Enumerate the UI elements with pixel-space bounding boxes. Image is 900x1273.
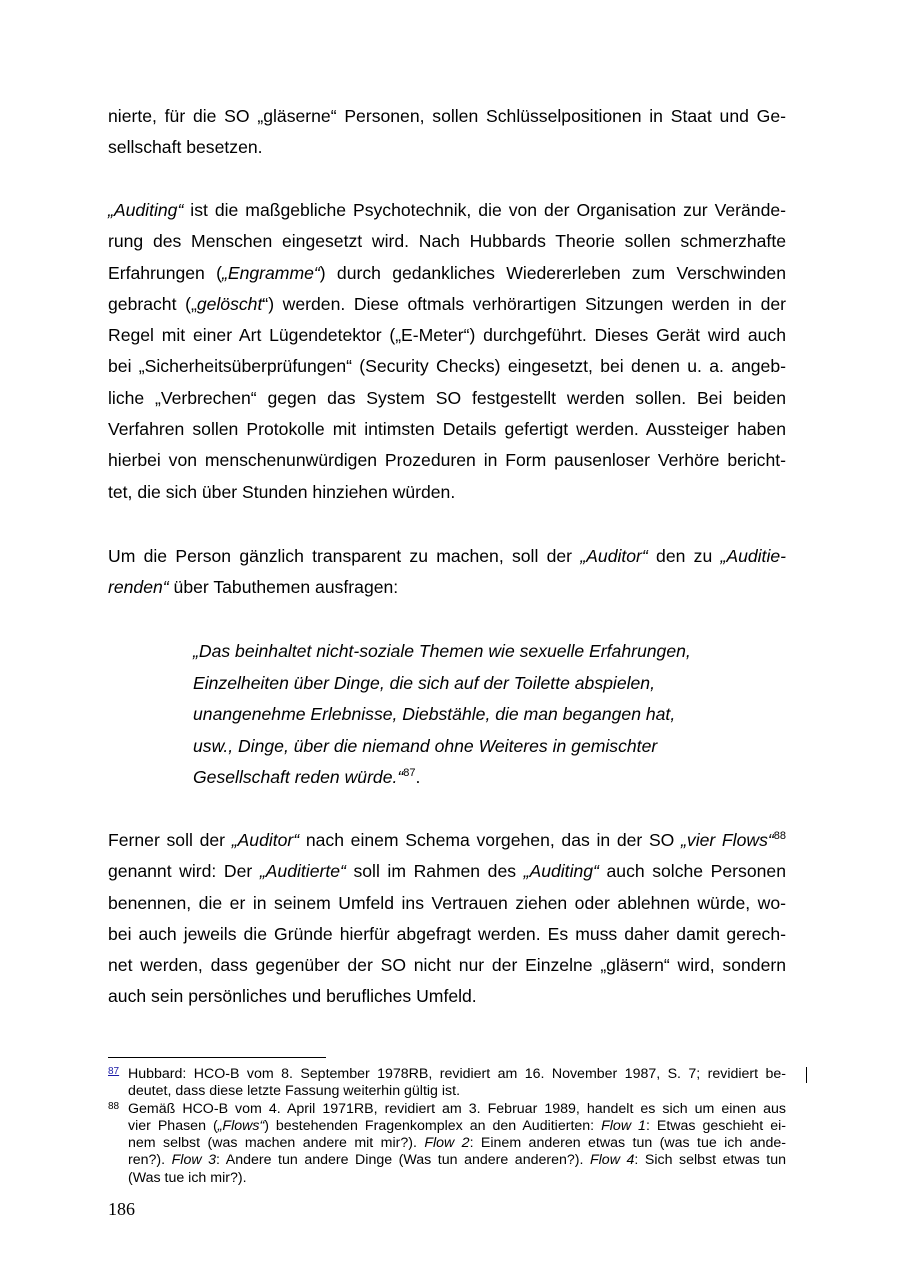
quote-line: unangenehme Erlebnisse, Diebstähle, die man begangen hat, xyxy=(193,704,676,724)
italic-term: Flow 2 xyxy=(424,1135,470,1152)
paragraph-auditing xyxy=(108,195,786,508)
footnote-line: Hubbard: HCO-B vom 8. September 1978RB, revidiert am 16. November 1987, S. 7; revidiert be- xyxy=(128,1066,786,1082)
quote-line: „Das beinhaltet nicht-soziale Themen wie sexuelle Erfahrungen, xyxy=(193,641,691,661)
text-span: nach einem Schema vorgehen, das in der SO xyxy=(299,830,682,850)
text-line: benennen, die er in seinem Umfeld ins Vertrauen ziehen oder ablehnen würde, wo- xyxy=(108,892,786,913)
italic-term: renden“ xyxy=(108,577,169,598)
text-span: : Einem anderen etwas tun (was tue ich ande- xyxy=(469,1135,786,1152)
text-span: ) bestehenden Fragenkomplex an den Auditierten: xyxy=(264,1117,602,1134)
paragraph-1 xyxy=(108,101,786,164)
text-span: soll im Rahmen des xyxy=(345,861,524,882)
text-span: ) durch gedankliches Wiedererleben zum Verschwinden xyxy=(319,262,786,283)
text-line: auch sein persönliches und berufliches Umfeld. xyxy=(108,986,477,1007)
text-span: nem selbst (was machen andere mit mir?). xyxy=(128,1135,425,1152)
italic-term: „Auditing“ xyxy=(523,861,599,882)
quote-line: Einzelheiten über Dinge, die sich auf der Toilette abspielen, xyxy=(193,672,655,693)
page-number: 186 xyxy=(108,1199,135,1219)
text-span: “) werden. Diese oftmals verhörartigen Sitzungen werden in der xyxy=(262,293,786,314)
text-line xyxy=(108,572,786,603)
text-span: : Sich selbst etwas tun xyxy=(634,1152,786,1169)
text-span: genannt wird: Der xyxy=(108,861,260,882)
footnote-reference-88[interactable]: 88 xyxy=(773,830,786,842)
text-span: Um die Person gänzlich transparent zu machen, soll der xyxy=(108,546,581,566)
footnote-line xyxy=(128,1135,786,1152)
text-line xyxy=(108,541,786,572)
text-line: hierbei von menschenunwürdigen Prozeduren in Form pausenloser Verhöre bericht- xyxy=(108,450,786,471)
footnote-reference-87[interactable]: 87 xyxy=(403,767,416,779)
text-span: auch solche Personen xyxy=(598,861,786,882)
italic-term: „Flows“ xyxy=(217,1117,265,1134)
paragraph-transparency xyxy=(108,541,786,604)
text-span: gebracht („ xyxy=(108,293,197,314)
text-span: über Tabuthemen ausfragen: xyxy=(168,577,399,598)
italic-term: Flow 1 xyxy=(601,1117,646,1134)
quote-line xyxy=(193,762,753,794)
footnote-line: (Was tue ich mir?). xyxy=(128,1169,247,1186)
footnote-line xyxy=(128,1152,786,1169)
change-bar xyxy=(806,1067,807,1083)
footnote-line: Gemäß HCO-B vom 4. April 1971RB, revidiert am 3. Februar 1989, handelt es sich um einen aus xyxy=(128,1100,786,1117)
footnote-mark-88: 88 xyxy=(108,1100,120,1112)
text-line: sellschaft besetzen. xyxy=(108,137,263,158)
footnotes xyxy=(108,1066,786,1187)
text-span: ren?). xyxy=(128,1152,172,1169)
text-line: net werden, dass gegenüber der SO nicht nur der Einzelne „gläsern“ wird, sondern xyxy=(108,955,786,976)
italic-term: „Auditierte“ xyxy=(259,861,346,882)
italic-term: gelöscht xyxy=(196,293,263,314)
text-span: Erfahrungen ( xyxy=(108,262,222,283)
text-line xyxy=(108,856,786,887)
text-line xyxy=(108,289,786,320)
text-span: Ferner soll der xyxy=(108,830,232,850)
italic-term: „Auditie- xyxy=(720,546,786,566)
text-span: . xyxy=(415,767,421,787)
quote-line: usw., Dinge, über die niemand ohne Weiteres in gemischter xyxy=(193,735,658,756)
footnote-87 xyxy=(108,1066,786,1101)
text-line: liche „Verbrechen“ gegen das System SO festgestellt werden sollen. Bei beiden xyxy=(108,387,786,408)
paragraph-flows xyxy=(108,825,786,1013)
italic-term: Flow 4 xyxy=(589,1152,635,1169)
footnote-mark-87[interactable]: 87 xyxy=(108,1066,120,1077)
text-line: Verfahren sollen Protokolle mit intimsten Details gefertigt werden. Aussteiger haben xyxy=(108,419,786,440)
text-line: Regel mit einer Art Lügendetektor („E-Meter“) durchgeführt. Dieses Gerät wird auch xyxy=(108,325,786,346)
text-span: vier Phasen ( xyxy=(128,1117,218,1134)
text-span: : Etwas geschieht ei- xyxy=(645,1117,786,1134)
text-line: bei „Sicherheitsüberprüfungen“ (Security Checks) eingesetzt, bei denen u. a. angeb- xyxy=(108,356,786,377)
text-line: tet, die sich über Stunden hinziehen würden. xyxy=(108,481,456,502)
italic-term: „Engramme“ xyxy=(222,262,320,283)
italic-term: „Auditor“ xyxy=(580,546,648,566)
footnote-separator xyxy=(108,1057,326,1058)
text-span: : Andere tun andere Dinge (Was tun andere anderen?). xyxy=(216,1152,590,1169)
text-line: bei auch jeweils die Gründe hierfür abgefragt werden. Es muss daher damit gerech- xyxy=(108,923,786,944)
italic-term: „vier Flows“ xyxy=(681,830,774,850)
text-span: Gesellschaft reden würde.“ xyxy=(193,767,404,787)
italic-term: „Auditing“ xyxy=(108,200,184,220)
footnote-88 xyxy=(108,1101,786,1187)
text-line xyxy=(108,825,786,856)
text-line xyxy=(108,195,786,226)
text-span: ist die maßgebliche Psychotechnik, die von der Organisation zur Verände- xyxy=(183,200,786,220)
block-quote xyxy=(193,636,753,794)
text-line: rung des Menschen eingesetzt wird. Nach Hubbards Theorie sollen schmerzhafte xyxy=(108,231,786,252)
text-span: den zu xyxy=(647,546,721,566)
text-line: nierte, für die SO „gläserne“ Personen, sollen Schlüsselpositionen in Staat und Ge- xyxy=(108,106,786,126)
italic-term: Flow 3 xyxy=(171,1152,217,1169)
footnote-line: deutet, dass diese letzte Fassung weiterhin gültig ist. xyxy=(128,1083,461,1100)
footnote-line xyxy=(128,1118,786,1135)
text-line xyxy=(108,258,786,289)
italic-term: „Auditor“ xyxy=(231,830,300,850)
